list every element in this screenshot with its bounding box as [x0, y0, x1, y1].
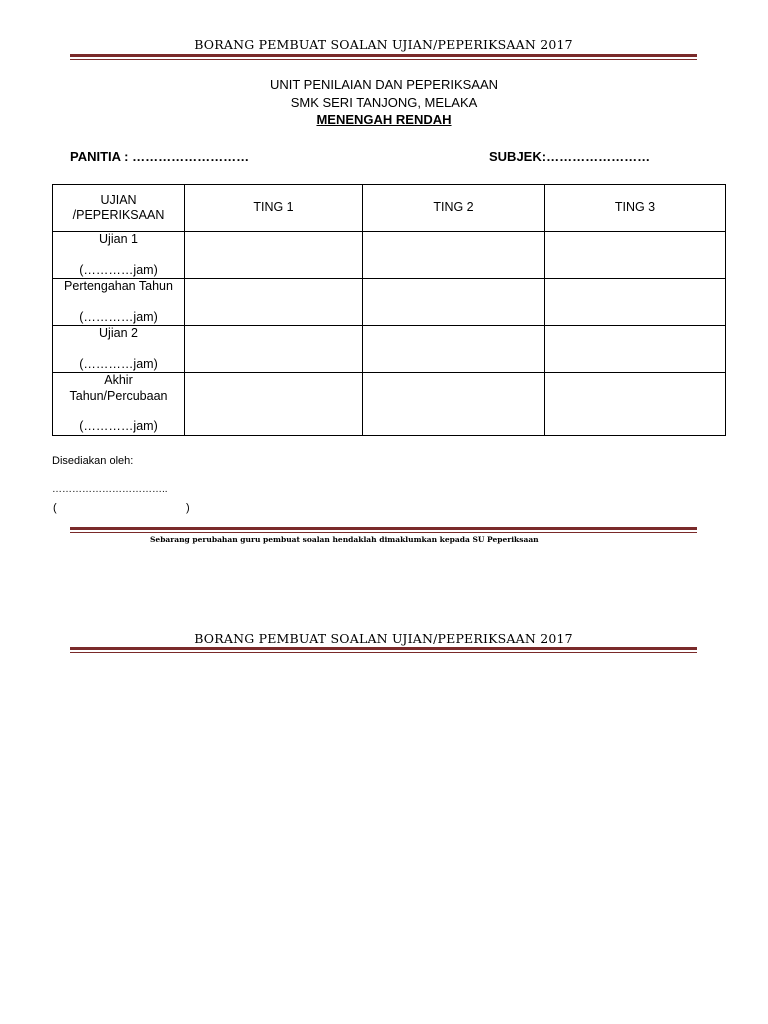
ting2-cell[interactable] — [363, 232, 545, 279]
footer-rule-thin — [70, 532, 697, 533]
page2-rule-thin — [70, 652, 697, 653]
ting3-cell[interactable] — [545, 373, 726, 436]
column-header: TING 1 — [185, 185, 363, 232]
school-name: SMK SERI TANJONG, MELAKA — [290, 95, 478, 110]
column-header: TING 3 — [545, 185, 726, 232]
page2-rule-thick — [70, 647, 697, 650]
ting3-cell[interactable] — [545, 326, 726, 373]
table-row — [53, 326, 726, 373]
unit-name: UNIT PENILAIAN DAN PEPERIKSAAN — [269, 77, 499, 92]
exam-name: Ujian 1 — [99, 232, 138, 246]
page-title: BORANG PEMBUAT SOALAN UJIAN/PEPERIKSAAN 2017 — [194, 37, 573, 52]
table-row — [53, 232, 726, 279]
header-rule-thick — [70, 54, 697, 57]
page2-title: BORANG PEMBUAT SOALAN UJIAN/PEPERIKSAAN 2017 — [194, 631, 573, 646]
exam-name: Pertengahan Tahun — [64, 279, 173, 293]
exam-duration[interactable]: (…………jam) — [79, 356, 158, 371]
ting2-cell[interactable] — [363, 373, 545, 436]
ting2-cell[interactable] — [363, 326, 545, 373]
table-header-row — [53, 185, 726, 232]
column-header: UJIAN /PEPERIKSAAN — [53, 185, 185, 232]
name-close-paren: ) — [186, 502, 190, 514]
exam-cell — [53, 232, 185, 279]
exam-cell — [53, 326, 185, 373]
exam-duration[interactable]: (…………jam) — [79, 419, 158, 433]
name-open-paren: ( — [53, 502, 57, 514]
footer-rule-thick — [70, 527, 697, 530]
exam-cell — [53, 373, 185, 436]
exam-duration[interactable]: (…………jam) — [79, 309, 158, 324]
ting1-cell[interactable] — [185, 373, 363, 436]
table-row — [53, 373, 726, 436]
ting3-cell[interactable] — [545, 279, 726, 326]
table-row — [53, 279, 726, 326]
footer-note: Sebarang perubahan guru pembuat soalan hendaklah dimaklumkan kepada SU Peperiksaan — [150, 535, 539, 544]
prepared-by-label: Disediakan oleh: — [52, 455, 134, 467]
subjek-field[interactable]: SUBJEK:…………………… — [489, 149, 651, 164]
ting1-cell[interactable] — [185, 326, 363, 373]
exam-duration[interactable]: (…………jam) — [79, 262, 158, 277]
ting1-cell[interactable] — [185, 232, 363, 279]
signature-line[interactable]: …………………………….. — [52, 484, 168, 495]
exam-name: Akhir Tahun/Percubaan — [69, 373, 168, 403]
header-rule-thin — [70, 59, 697, 60]
ting1-cell[interactable] — [185, 279, 363, 326]
ting3-cell[interactable] — [545, 232, 726, 279]
exam-cell — [53, 279, 185, 326]
level-title: MENENGAH RENDAH — [316, 112, 452, 127]
exam-name: Ujian 2 — [99, 326, 138, 340]
column-header: TING 2 — [363, 185, 545, 232]
ting2-cell[interactable] — [363, 279, 545, 326]
exam-table — [52, 184, 726, 436]
panitia-field[interactable]: PANITIA : ……………………… — [70, 149, 250, 164]
